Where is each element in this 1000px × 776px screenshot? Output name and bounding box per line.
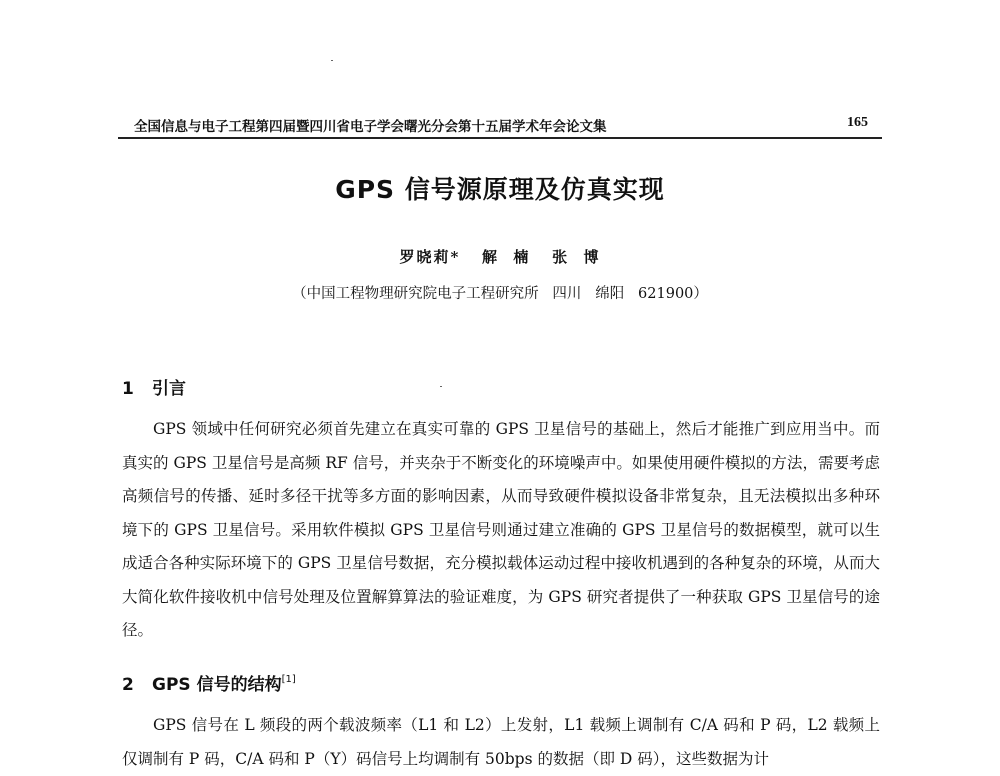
affiliation: （中国工程物理研究院电子工程研究所 四川 绵阳 621900） xyxy=(292,286,708,302)
section-number: 2 xyxy=(122,675,134,695)
section-paragraph: GPS 信号在 L 频段的两个载波频率（L1 和 L2）上发射，L1 载频上调制有 C/A 码和 P 码，L2 载频上仅调制有 P 码，C/A 码和 P（Y）码信号上均调制有 50bps 的数据（即 D 码），这些数据为计 xyxy=(122,716,880,768)
section-number: 1 xyxy=(122,379,134,399)
section-heading xyxy=(122,670,296,695)
running-header xyxy=(120,113,880,135)
section-heading xyxy=(122,374,186,399)
paper-title: GPS 信号源原理及仿真实现 xyxy=(335,175,665,204)
section-title: GPS 信号的结构 xyxy=(152,675,282,695)
running-title: 全国信息与电子工程第四届暨四川省电子学会曙光分会第十五届学术年会论文集 xyxy=(134,119,607,135)
header-rule xyxy=(118,137,882,139)
page-number: 165 xyxy=(847,115,868,130)
scan-speck xyxy=(440,386,442,387)
scan-speck xyxy=(331,60,333,61)
authors: 罗晓莉* 解 楠 张 博 xyxy=(399,248,601,266)
section-title: 引言 xyxy=(152,379,186,399)
citation-reference: [1] xyxy=(281,674,296,685)
section-paragraph: GPS 领域中任何研究必须首先建立在真实可靠的 GPS 卫星信号的基础上，然后才能推广到应用当中。而真实的 GPS 卫星信号是高频 RF 信号，并夹杂于不断变化的环境噪声中。如果使用硬件模拟的方法，需要考虑高频信号的传播、延时多径干扰等多方面的影响因素，从而导致硬件模拟设备非常复杂，且无法模拟出多种环境下的 GPS 卫星信号。采用软件模拟 GPS 卫星信号则通过建立准确的 GPS 卫星信号的数据模型，就可以生成适合各种实际环境下的 GPS 卫星信号数据，充分模拟载体运动过程中接收机遇到的各种复杂的环境，从而大大简化软件接收机中信号处理及位置解算算法的验证难度，为 GPS 研究者提供了一种获取 GPS 卫星信号的途径。 xyxy=(122,420,880,639)
